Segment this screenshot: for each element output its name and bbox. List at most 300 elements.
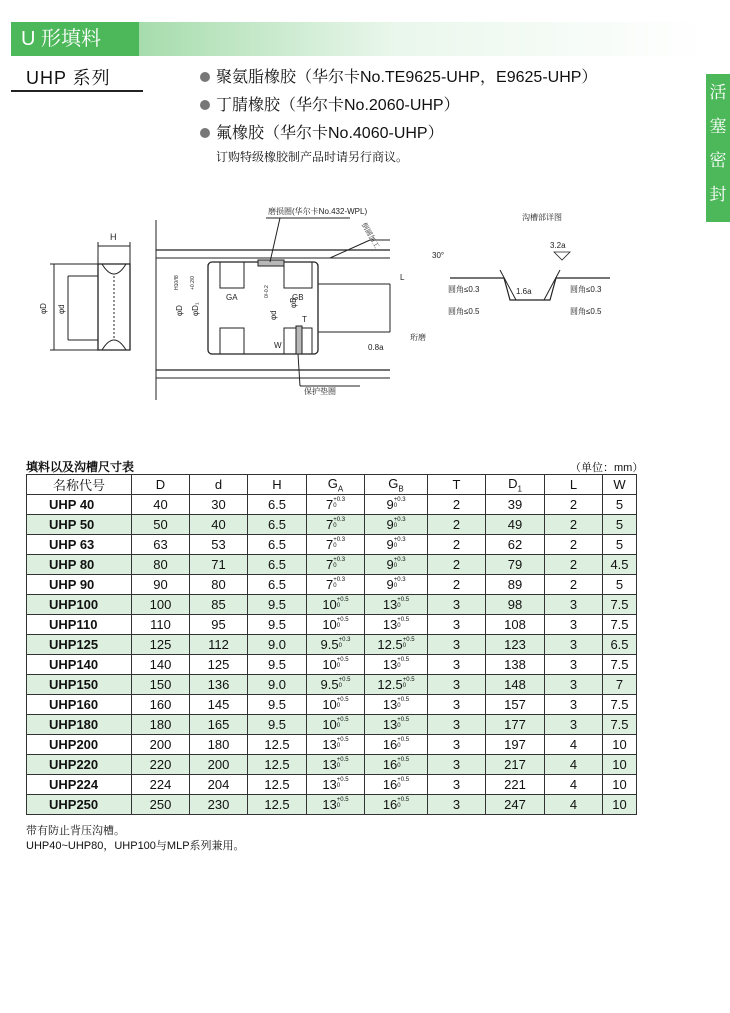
cell-d: 112 <box>190 635 248 655</box>
dim-D-label: φD <box>39 303 48 314</box>
cell-code: UHP250 <box>27 795 132 815</box>
cell-L: 3 <box>545 655 603 675</box>
tolerance-part: 0 <box>393 583 398 589</box>
angle-label: 30° <box>432 251 445 260</box>
cell-GA-tolerance <box>339 677 351 689</box>
cell-GA <box>307 715 365 735</box>
tolerance-part: 0 <box>333 503 337 509</box>
cell-GB-tolerance <box>397 597 409 609</box>
cell-T: 3 <box>428 695 486 715</box>
cell-GB-tolerance <box>403 637 415 649</box>
table-row <box>27 795 637 815</box>
side-tab-char: 密 <box>709 151 727 170</box>
cell-GB-tolerance <box>397 757 409 769</box>
roughness-08-label: 0.8a <box>368 343 384 352</box>
cell-GB <box>365 795 428 815</box>
cell-code: UHP110 <box>27 615 132 635</box>
col-T: T <box>428 475 486 495</box>
dim-T-label: T <box>302 315 307 324</box>
tolerance-part: 0 <box>336 763 341 769</box>
cell-GB-value: 12.5 <box>377 677 403 692</box>
cell-W: 7.5 <box>603 615 637 635</box>
cell-GB-value: 16 <box>382 757 398 772</box>
cell-GA <box>307 535 365 555</box>
cell-GB-value: 13 <box>382 717 398 732</box>
cell-GB-value: 9 <box>386 497 394 512</box>
tolerance-part: +0.5 <box>336 797 349 803</box>
cell-GB <box>365 515 428 535</box>
cell-d: 200 <box>190 755 248 775</box>
cell-W: 10 <box>603 755 637 775</box>
tolerance-part: +0.5 <box>397 777 410 783</box>
cell-GA-tolerance <box>337 737 349 749</box>
cell-L: 3 <box>545 695 603 715</box>
cell-D1: 138 <box>486 655 545 675</box>
cell-W: 4.5 <box>603 555 637 575</box>
cell-GA-tolerance <box>333 557 345 569</box>
cell-GA-tolerance <box>339 637 351 649</box>
cell-D: 90 <box>132 575 190 595</box>
material-item <box>200 92 597 120</box>
table-header-row <box>27 475 637 495</box>
cell-code: UHP150 <box>27 675 132 695</box>
table-row <box>27 535 637 555</box>
tolerance-part: +0.5 <box>402 637 415 643</box>
cell-T: 3 <box>428 755 486 775</box>
cell-L: 3 <box>545 595 603 615</box>
tolerance-part: +0.3 <box>393 537 406 543</box>
cell-GB-value: 13 <box>382 697 398 712</box>
cell-L: 4 <box>545 755 603 775</box>
tol-D-label: H10/f8 <box>174 275 180 290</box>
dim-W-label: W <box>274 341 282 350</box>
bullet-icon <box>200 128 210 138</box>
tolerance-part: 0 <box>336 803 341 809</box>
table-caption: 填料以及沟槽尺寸表 <box>26 460 135 474</box>
tolerance-part: +0.5 <box>336 617 349 623</box>
fillet-05-left-label: 圆角≤0.5 <box>448 307 480 316</box>
cell-GA-value: 10 <box>322 697 337 712</box>
title-gradient <box>139 22 709 56</box>
honing-label: 珩磨 <box>410 333 426 342</box>
tolerance-part: 0 <box>393 563 398 569</box>
cell-GB-tolerance <box>397 617 409 629</box>
cell-code: UHP 63 <box>27 535 132 555</box>
cell-GB-value: 13 <box>382 597 398 612</box>
cell-D1: 108 <box>486 615 545 635</box>
side-tab-char: 塞 <box>709 117 727 136</box>
cell-T: 3 <box>428 595 486 615</box>
cell-D1: 197 <box>486 735 545 755</box>
table-row <box>27 555 637 575</box>
cell-D1: 39 <box>486 495 545 515</box>
cell-GB-value: 16 <box>382 737 398 752</box>
cell-GB <box>365 695 428 715</box>
wear-ring-label: 磨损圈(华尔卡No.432-WPL) <box>268 207 368 216</box>
tolerance-part: +0.5 <box>336 717 349 723</box>
cell-H: 9.5 <box>248 615 307 635</box>
cell-L: 3 <box>545 715 603 735</box>
tolerance-part: +0.5 <box>336 777 349 783</box>
cell-H: 6.5 <box>248 515 307 535</box>
tolerance-part: 0 <box>333 563 337 569</box>
cell-D1: 177 <box>486 715 545 735</box>
cell-GB-tolerance <box>394 577 406 589</box>
cell-T: 3 <box>428 675 486 695</box>
cell-GA-value: 13 <box>322 777 337 792</box>
cell-GB-value: 9 <box>386 517 394 532</box>
cell-code: UHP 80 <box>27 555 132 575</box>
cell-GB <box>365 675 428 695</box>
col-GB <box>365 475 428 495</box>
side-tab-piston-seal <box>706 74 730 222</box>
cell-D: 125 <box>132 635 190 655</box>
fillet-03-left-label: 圆角≤0.3 <box>448 285 480 294</box>
cell-code: UHP100 <box>27 595 132 615</box>
cell-D1: 148 <box>486 675 545 695</box>
cell-code: UHP180 <box>27 715 132 735</box>
col-D1-sub: 1 <box>517 484 522 494</box>
tolerance-part: +0.5 <box>397 697 410 703</box>
side-tab-char: 活 <box>709 83 727 102</box>
dim-d-mid-label: φd <box>269 310 278 320</box>
cell-H: 6.5 <box>248 495 307 515</box>
cell-L: 2 <box>545 555 603 575</box>
cell-GB <box>365 615 428 635</box>
cell-d: 53 <box>190 535 248 555</box>
cell-D1: 123 <box>486 635 545 655</box>
cell-GA-value: 7 <box>325 557 334 572</box>
cell-code: UHP160 <box>27 695 132 715</box>
cell-GA-tolerance <box>337 797 349 809</box>
table-row <box>27 695 637 715</box>
material-item <box>200 64 597 92</box>
cell-H: 6.5 <box>248 535 307 555</box>
cell-GA-value: 10 <box>322 657 337 672</box>
cell-D: 80 <box>132 555 190 575</box>
cell-code: UHP140 <box>27 655 132 675</box>
table-row <box>27 635 637 655</box>
tolerance-part: +0.5 <box>336 737 349 743</box>
cell-GB-value: 9 <box>386 577 394 592</box>
cell-T: 3 <box>428 795 486 815</box>
cell-D: 40 <box>132 495 190 515</box>
col-GA-label: G <box>327 475 338 491</box>
col-GB-label: G <box>388 475 399 491</box>
cell-GA <box>307 655 365 675</box>
cell-d: 145 <box>190 695 248 715</box>
cell-GB-tolerance <box>397 657 409 669</box>
cell-GA-value: 10 <box>322 717 337 732</box>
dim-L-label: L <box>400 273 405 282</box>
table-row <box>27 595 637 615</box>
cell-code: UHP 50 <box>27 515 132 535</box>
tolerance-part: 0 <box>333 583 337 589</box>
cell-H: 9.5 <box>248 655 307 675</box>
cell-GA-value: 13 <box>322 797 337 812</box>
col-GA-sub: A <box>337 484 344 494</box>
cell-H: 9.5 <box>248 695 307 715</box>
tolerance-part: 0 <box>336 723 341 729</box>
cell-GA <box>307 495 365 515</box>
cell-GA-tolerance <box>333 537 345 549</box>
table-row <box>27 615 637 635</box>
cell-GA-tolerance <box>337 697 349 709</box>
cell-W: 5 <box>603 575 637 595</box>
tolerance-part: 0 <box>338 683 342 689</box>
cell-GA <box>307 555 365 575</box>
tolerance-part: +0.5 <box>402 677 415 683</box>
cell-GA-tolerance <box>337 597 349 609</box>
material-text: 丁腈橡胶（华尔卡No.2060-UHP） <box>216 97 460 114</box>
tolerance-part: 0 <box>397 763 401 769</box>
tol-d-label: 0/-0.2 <box>264 285 270 298</box>
series-title: UHP 系列 <box>26 68 111 88</box>
cell-GA-value: 7 <box>325 517 334 532</box>
table-row <box>27 655 637 675</box>
cell-GA-tolerance <box>333 517 345 529</box>
cell-GA-tolerance <box>337 617 349 629</box>
tolerance-part: +0.5 <box>397 797 410 803</box>
table-row <box>27 495 637 515</box>
cell-GA <box>307 735 365 755</box>
table-row <box>27 675 637 695</box>
cell-GB-tolerance <box>397 717 409 729</box>
tolerance-part: 0 <box>397 723 401 729</box>
tolerance-part: 0 <box>336 603 341 609</box>
tolerance-part: +0.5 <box>336 597 349 603</box>
cell-GB <box>365 735 428 755</box>
tolerance-part: +0.3 <box>393 577 406 583</box>
table-row <box>27 755 637 775</box>
cell-W: 10 <box>603 775 637 795</box>
cell-W: 10 <box>603 795 637 815</box>
cell-L: 2 <box>545 515 603 535</box>
tolerance-part: +0.3 <box>393 557 406 563</box>
tolerance-part: 0 <box>393 543 398 549</box>
col-GB-sub: B <box>398 484 404 494</box>
cell-L: 3 <box>545 615 603 635</box>
tolerance-part: 0 <box>397 703 401 709</box>
table-body <box>27 495 637 815</box>
cell-GA-tolerance <box>337 777 349 789</box>
cell-D1: 79 <box>486 555 545 575</box>
table-row <box>27 715 637 735</box>
cell-D: 110 <box>132 615 190 635</box>
cell-GB <box>365 495 428 515</box>
cell-D1: 49 <box>486 515 545 535</box>
roughness-32-label: 3.2a <box>550 241 566 250</box>
tolerance-part: 0 <box>336 663 341 669</box>
cell-D1: 157 <box>486 695 545 715</box>
tolerance-part: +0.3 <box>333 537 346 543</box>
cell-T: 3 <box>428 635 486 655</box>
cell-GA-tolerance <box>337 657 349 669</box>
tolerance-part: 0 <box>393 523 398 529</box>
cell-L: 2 <box>545 575 603 595</box>
cell-GB-tolerance <box>394 537 406 549</box>
col-D: D <box>132 475 190 495</box>
cell-d: 85 <box>190 595 248 615</box>
u-packing-profile <box>50 242 130 350</box>
cell-D: 220 <box>132 755 190 775</box>
cell-D1: 98 <box>486 595 545 615</box>
cell-d: 230 <box>190 795 248 815</box>
dimension-table <box>26 474 637 815</box>
section-title: U 形填料 <box>11 22 139 56</box>
tolerance-part: +0.3 <box>333 557 346 563</box>
cell-H: 12.5 <box>248 735 307 755</box>
footnote-1: 带有防止背压沟槽。 <box>26 825 125 837</box>
tolerance-part: 0 <box>393 503 398 509</box>
cell-D1: 62 <box>486 535 545 555</box>
cell-W: 5 <box>603 515 637 535</box>
cell-T: 3 <box>428 715 486 735</box>
dim-H-label: H <box>110 232 117 242</box>
backup-ring-label: 保护垫圈 <box>304 387 336 396</box>
tolerance-part: +0.3 <box>333 497 346 503</box>
tolerance-part: 0 <box>333 543 337 549</box>
tolerance-part: 0 <box>397 623 401 629</box>
dim-D1-label: φD₁ <box>191 302 200 316</box>
cell-GB <box>365 655 428 675</box>
bullet-icon <box>200 72 210 82</box>
tolerance-part: +0.3 <box>333 517 346 523</box>
tolerance-part: +0.5 <box>397 657 410 663</box>
tolerance-part: 0 <box>397 603 401 609</box>
cell-GA-tolerance <box>333 497 345 509</box>
cell-T: 2 <box>428 575 486 595</box>
cell-GB-value: 13 <box>382 657 398 672</box>
cell-GA-value: 9.5 <box>320 677 339 692</box>
dim-GA-label: GA <box>226 293 238 302</box>
cell-GB-value: 16 <box>382 777 398 792</box>
cell-GB-tolerance <box>394 557 406 569</box>
tolerance-part: 0 <box>333 523 337 529</box>
cell-T: 3 <box>428 615 486 635</box>
cell-L: 4 <box>545 775 603 795</box>
table-unit: （单位：mm） <box>570 462 644 474</box>
tolerance-part: 0 <box>336 783 341 789</box>
cell-GB <box>365 755 428 775</box>
cell-d: 136 <box>190 675 248 695</box>
cell-D: 250 <box>132 795 190 815</box>
col-D1-label: D <box>508 475 518 491</box>
tolerance-part: +0.3 <box>393 517 406 523</box>
cell-GB-tolerance <box>394 497 406 509</box>
cell-GB-tolerance <box>397 777 409 789</box>
col-code: 名称代号 <box>27 475 132 495</box>
cell-GB-value: 16 <box>382 797 398 812</box>
cell-H: 9.5 <box>248 595 307 615</box>
cell-GA <box>307 595 365 615</box>
cell-GA <box>307 615 365 635</box>
cell-W: 7 <box>603 675 637 695</box>
cell-T: 3 <box>428 775 486 795</box>
cell-T: 2 <box>428 515 486 535</box>
dim-B-label: φB <box>289 297 298 308</box>
cell-D1: 217 <box>486 755 545 775</box>
groove-detail-title: 沟槽部详图 <box>522 213 562 222</box>
fillet-03-right-label: 圆角≤0.3 <box>570 285 602 294</box>
cell-GA-tolerance <box>337 717 349 729</box>
fillet-05-right-label: 圆角≤0.5 <box>570 307 602 316</box>
cell-T: 3 <box>428 735 486 755</box>
cell-T: 2 <box>428 495 486 515</box>
cell-d: 95 <box>190 615 248 635</box>
cell-D: 50 <box>132 515 190 535</box>
cell-D: 180 <box>132 715 190 735</box>
bullet-icon <box>200 100 210 110</box>
cell-GA-value: 9.5 <box>320 637 339 652</box>
cell-GA-value: 13 <box>322 757 337 772</box>
footnote-2: UHP40~UHP80，UHP100与MLP系列兼用。 <box>26 840 245 852</box>
tolerance-part: +0.5 <box>397 617 410 623</box>
cell-GB <box>365 775 428 795</box>
cell-W: 5 <box>603 535 637 555</box>
cell-GB <box>365 635 428 655</box>
cell-d: 30 <box>190 495 248 515</box>
cell-code: UHP200 <box>27 735 132 755</box>
cell-GB-value: 9 <box>386 557 394 572</box>
tolerance-part: 0 <box>397 743 401 749</box>
cell-D1: 247 <box>486 795 545 815</box>
cell-GA-tolerance <box>337 757 349 769</box>
cell-H: 12.5 <box>248 795 307 815</box>
cell-GA-value: 7 <box>325 537 334 552</box>
cell-D: 160 <box>132 695 190 715</box>
cell-GB-tolerance <box>397 737 409 749</box>
cell-code: UHP 90 <box>27 575 132 595</box>
col-L: L <box>545 475 603 495</box>
materials-note: 订购特级橡胶制产品时请另行商议。 <box>216 150 409 164</box>
cell-H: 9.5 <box>248 715 307 735</box>
tolerance-part: 0 <box>338 643 342 649</box>
cell-GB <box>365 555 428 575</box>
cell-GA-value: 7 <box>325 577 334 592</box>
cell-L: 2 <box>545 535 603 555</box>
cell-H: 12.5 <box>248 775 307 795</box>
cell-GB <box>365 535 428 555</box>
cell-H: 6.5 <box>248 575 307 595</box>
cell-GA <box>307 515 365 535</box>
tolerance-part: +0.3 <box>338 637 351 643</box>
tolerance-part: +0.5 <box>336 657 349 663</box>
cell-T: 2 <box>428 535 486 555</box>
seal-cross-section-drawing <box>30 200 630 410</box>
cell-W: 7.5 <box>603 655 637 675</box>
tolerance-part: +0.5 <box>397 597 410 603</box>
cell-code: UHP220 <box>27 755 132 775</box>
cell-GB-tolerance <box>403 677 415 689</box>
cell-W: 10 <box>603 735 637 755</box>
cell-GA-value: 7 <box>325 497 334 512</box>
cell-code: UHP125 <box>27 635 132 655</box>
cell-L: 4 <box>545 795 603 815</box>
tolerance-part: 0 <box>336 743 341 749</box>
dim-D-mid-label: φD <box>175 305 184 316</box>
cell-GB-value: 12.5 <box>377 637 403 652</box>
cell-GB-tolerance <box>397 697 409 709</box>
cell-code: UHP224 <box>27 775 132 795</box>
cell-L: 4 <box>545 735 603 755</box>
side-tab-char: 封 <box>709 185 727 204</box>
col-H: H <box>248 475 307 495</box>
cell-GB <box>365 575 428 595</box>
tolerance-part: 0 <box>402 683 407 689</box>
material-text: 聚氨脂橡胶（华尔卡No.TE9625-UHP，E9625-UHP） <box>216 69 598 86</box>
cell-D: 150 <box>132 675 190 695</box>
